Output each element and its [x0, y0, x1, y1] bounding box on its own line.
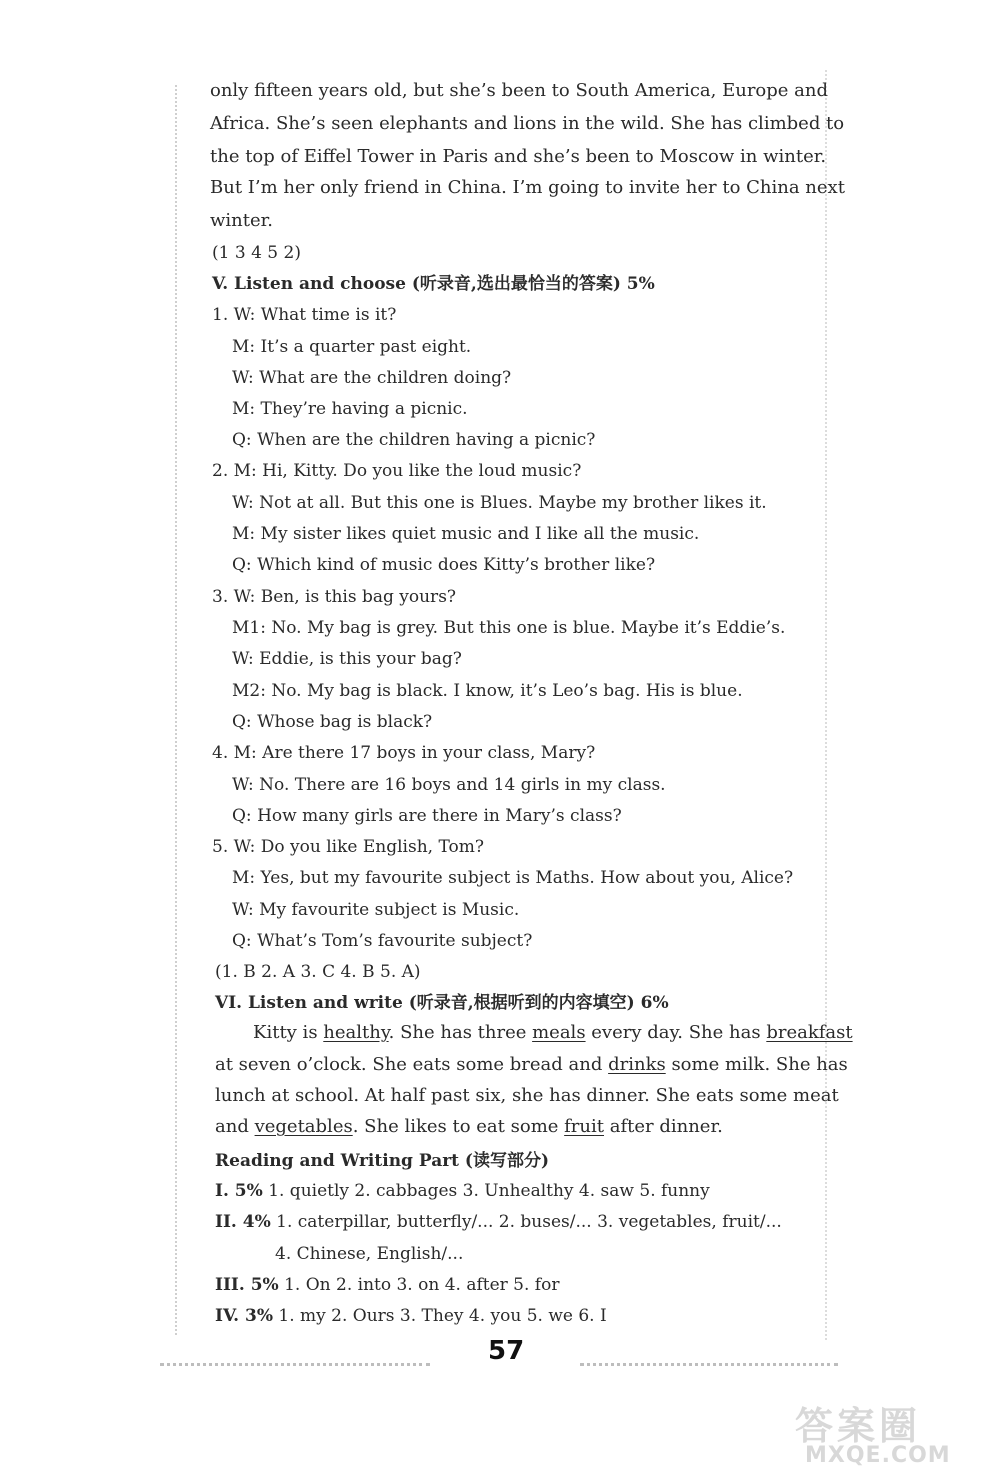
answer-row-ii — [215, 1211, 782, 1233]
answer-row-iv — [215, 1305, 607, 1327]
dialogue-line: 2. M: Hi, Kitty. Do you like the loud music? — [212, 461, 582, 481]
dialogue-line: 1. W: What time is it? — [212, 305, 397, 325]
fill-paragraph-line — [215, 1116, 723, 1138]
dialogue-line: 5. W: Do you like English, Tom? — [212, 837, 484, 857]
text-span: after dinner. — [604, 1116, 723, 1137]
text-span: . She likes to eat some — [352, 1116, 565, 1137]
answer-row-iii — [215, 1274, 559, 1296]
left-margin-rule — [175, 85, 177, 1335]
dialogue-line: W: What are the children doing? — [232, 368, 512, 388]
passage-line: the top of Eiffel Tower in Paris and she’s been to Moscow in winter. — [210, 146, 827, 167]
answer-blank: vegetables — [254, 1116, 353, 1137]
answer-blank: meals — [532, 1022, 586, 1043]
dialogue-line: 4. M: Are there 17 boys in your class, Mary? — [212, 743, 596, 763]
dialogue-line: W: My favourite subject is Music. — [232, 900, 520, 920]
answer-label: I. 5% — [215, 1181, 263, 1201]
answer-blank: fruit — [564, 1116, 604, 1137]
dialogue-question: Q: What’s Tom’s favourite subject? — [232, 931, 533, 951]
dialogue-line: M: It’s a quarter past eight. — [232, 337, 472, 357]
passage-line: Africa. She’s seen elephants and lions in the wild. She has climbed to — [210, 113, 845, 134]
passage-line: But I’m her only friend in China. I’m going to invite her to China next — [210, 177, 845, 198]
answer-row-ii-cont: 4. Chinese, English/... — [275, 1244, 464, 1264]
dialogue-question: Q: Which kind of music does Kitty’s brother like? — [232, 555, 656, 575]
answer-text: 1. my 2. Ours 3. They 4. you 5. we 6. I — [278, 1306, 607, 1326]
answer-text: 1. On 2. into 3. on 4. after 5. for — [284, 1275, 560, 1295]
section-heading-listen-write: VI. Listen and write (听录音,根据听到的内容填空) 6% — [215, 993, 669, 1013]
dialogue-line: M2: No. My bag is black. I know, it’s Leo’s bag. His is blue. — [232, 681, 743, 701]
answer-blank: breakfast — [766, 1022, 853, 1043]
fill-paragraph-line — [215, 1054, 848, 1076]
dialogue-line: M1: No. My bag is grey. But this one is blue. Maybe it’s Eddie’s. — [232, 618, 786, 638]
fill-paragraph-line — [253, 1022, 853, 1044]
section5-answers: (1. B 2. A 3. C 4. B 5. A) — [215, 962, 421, 982]
section-heading-listen-choose: V. Listen and choose (听录音,选出最恰当的答案) 5% — [212, 274, 655, 294]
footer-rule-right — [580, 1363, 838, 1366]
dialogue-line: W: No. There are 16 boys and 14 girls in my class. — [232, 775, 666, 795]
text-span: at seven o’clock. She eats some bread and — [215, 1054, 609, 1075]
dialogue-line: W: Eddie, is this your bag? — [232, 649, 462, 669]
answer-label: II. 4% — [215, 1212, 271, 1232]
text-span: every day. She has — [585, 1022, 767, 1043]
answer-row-i — [215, 1180, 710, 1202]
dialogue-question: Q: When are the children having a picnic? — [232, 430, 596, 450]
dialogue-question: Q: How many girls are there in Mary’s class? — [232, 806, 622, 826]
right-margin-rule — [825, 70, 827, 1340]
answer-blank: healthy — [323, 1022, 389, 1043]
passage-line: only fifteen years old, but she’s been to South America, Europe and — [210, 80, 829, 101]
section-heading-reading-writing: Reading and Writing Part (读写部分) — [215, 1151, 550, 1171]
answer-label: IV. 3% — [215, 1306, 273, 1326]
watermark-url: MXQE.COM — [805, 1443, 951, 1468]
passage-answer: (1 3 4 5 2) — [212, 243, 301, 263]
answer-label: III. 5% — [215, 1275, 279, 1295]
footer-rule-left — [160, 1363, 430, 1366]
answer-blank: drinks — [608, 1054, 666, 1075]
passage-line: winter. — [210, 210, 273, 231]
dialogue-line: M: Yes, but my favourite subject is Maths. How about you, Alice? — [232, 868, 794, 888]
dialogue-question: Q: Whose bag is black? — [232, 712, 433, 732]
watermark-logo — [795, 1395, 1000, 1471]
dialogue-line: W: Not at all. But this one is Blues. Maybe my brother likes it. — [232, 493, 767, 513]
answer-text: 1. quietly 2. cabbages 3. Unhealthy 4. saw 5. funny — [268, 1181, 710, 1201]
dialogue-line: M: They’re having a picnic. — [232, 399, 468, 419]
dialogue-line: M: My sister likes quiet music and I like all the music. — [232, 524, 700, 544]
dialogue-line: 3. W: Ben, is this bag yours? — [212, 587, 457, 607]
watermark-glyphs: 答案圈 — [795, 1404, 922, 1448]
answer-text: 1. caterpillar, butterfly/... 2. buses/... 3. vegetables, fruit/... — [276, 1212, 782, 1232]
text-span: and — [215, 1116, 255, 1137]
text-span: . She has three — [388, 1022, 533, 1043]
page-number: 57 — [488, 1336, 525, 1366]
text-span: some milk. She has — [665, 1054, 848, 1075]
fill-paragraph-line: lunch at school. At half past six, she has dinner. She eats some meat — [215, 1085, 839, 1106]
text-span: Kitty is — [253, 1022, 324, 1043]
